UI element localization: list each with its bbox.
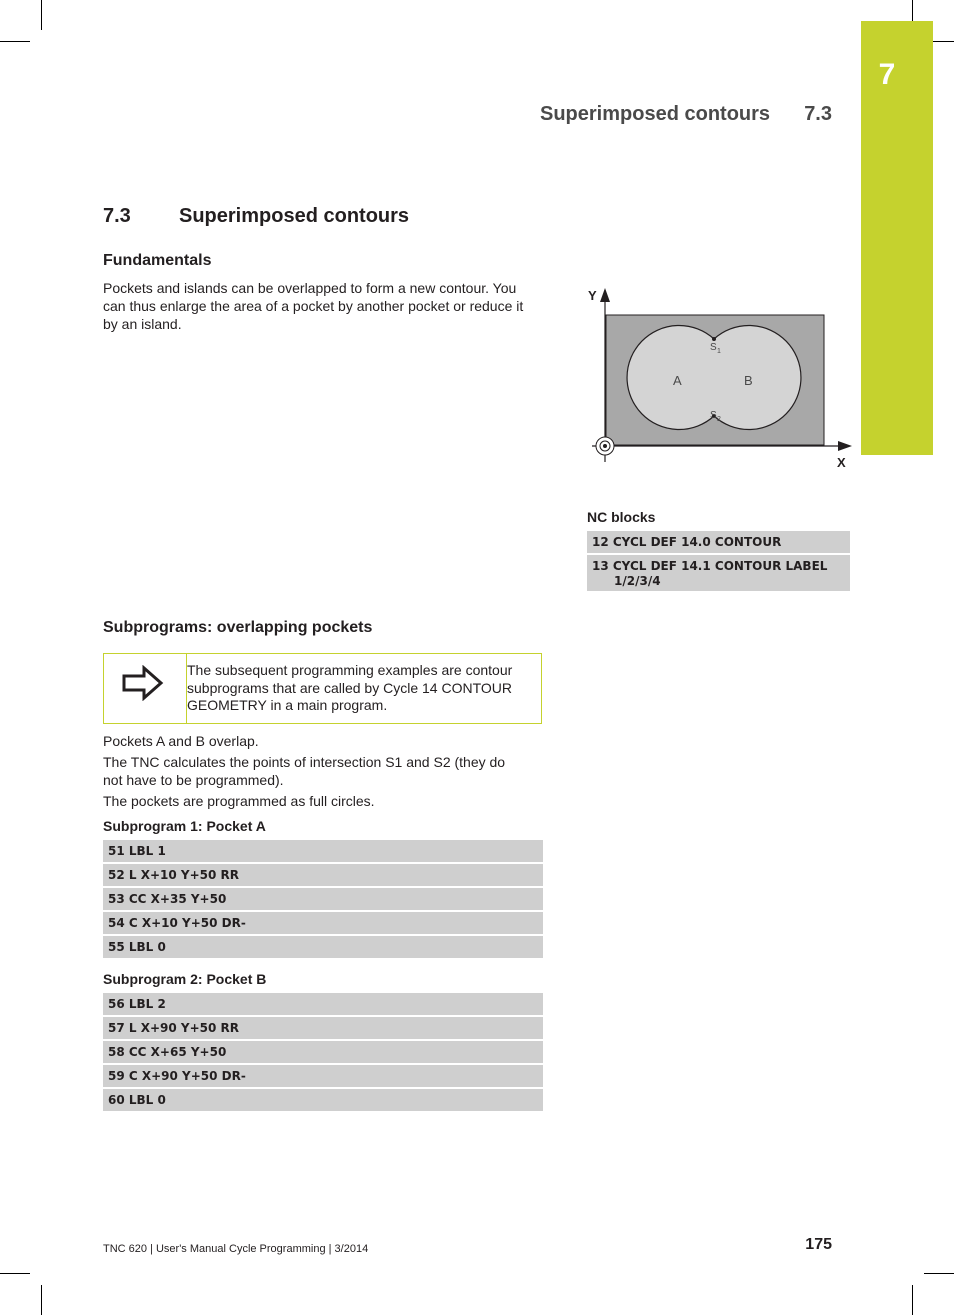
- s1-subscript: 1: [717, 348, 721, 355]
- section-title: [103, 205, 409, 228]
- code-text: 52 L X+10 Y+50 RR: [108, 868, 239, 882]
- crop-mark: [0, 1273, 30, 1274]
- fundamentals-line: Pockets and islands can be overlapped to form a new contour. You: [103, 280, 517, 296]
- nc-blocks-heading: NC blocks: [587, 509, 656, 525]
- pocket-b-heading: Subprogram 2: Pocket B: [103, 971, 267, 987]
- nc-blocks-table: [587, 531, 850, 593]
- crop-mark: [912, 1285, 913, 1315]
- fundamentals-text: [103, 279, 548, 333]
- code-text: 56 LBL 2: [108, 997, 166, 1011]
- code-text: 13 CYCL DEF 14.1 CONTOUR LABEL: [592, 559, 828, 573]
- code-row: [103, 1065, 543, 1089]
- code-text: 51 LBL 1: [108, 844, 166, 858]
- chapter-number: 7: [878, 58, 896, 91]
- code-row: [587, 555, 850, 593]
- axis-x-label: X: [837, 455, 846, 470]
- axis-y-label: Y: [588, 288, 597, 303]
- code-row: [103, 912, 543, 936]
- fundamentals-heading: Fundamentals: [103, 252, 212, 269]
- crop-mark: [41, 0, 42, 30]
- paragraph-line: not have to be programmed).: [103, 772, 284, 788]
- code-row: [103, 936, 543, 960]
- code-text: 57 L X+90 Y+50 RR: [108, 1021, 239, 1035]
- pocket-a-table: [103, 840, 543, 960]
- code-row: [103, 993, 543, 1017]
- pocket-b-table: [103, 993, 543, 1113]
- pocket-a-label: A: [673, 373, 682, 388]
- crop-mark: [924, 1273, 954, 1274]
- intersection-s1-point: [712, 337, 716, 341]
- s2-subscript: 2: [717, 416, 721, 423]
- y-axis-arrow: [600, 288, 610, 302]
- running-head-title: Superimposed contours: [540, 103, 771, 125]
- note-text: [187, 662, 537, 715]
- pocket-b-label: B: [744, 373, 753, 388]
- code-text: 12 CYCL DEF 14.0 CONTOUR: [592, 535, 782, 549]
- s1-label: S: [710, 342, 717, 353]
- paragraph-overlap: Pockets A and B overlap.: [103, 733, 259, 749]
- s2-label: S: [710, 410, 717, 421]
- note-line: GEOMETRY in a main program.: [187, 697, 388, 713]
- running-head: [540, 103, 832, 126]
- code-row: [103, 1089, 543, 1113]
- subprograms-heading: Subprograms: overlapping pockets: [103, 619, 373, 636]
- section-title-text: Superimposed contours: [179, 205, 410, 227]
- paragraph-full-circles: The pockets are programmed as full circles.: [103, 793, 375, 809]
- paragraph-line: The TNC calculates the points of intersection S1 and S2 (they do: [103, 754, 506, 770]
- code-text: 58 CC X+65 Y+50: [108, 1045, 227, 1059]
- code-text: 59 C X+90 Y+50 DR-: [108, 1069, 246, 1083]
- code-row: [103, 840, 543, 864]
- code-text: 1/2/3/4: [614, 574, 661, 588]
- pocket-a-heading: Subprogram 1: Pocket A: [103, 818, 266, 834]
- code-row: [103, 864, 543, 888]
- code-text: 60 LBL 0: [108, 1093, 166, 1107]
- code-text: 54 C X+10 Y+50 DR-: [108, 916, 246, 930]
- note-line: The subsequent programming examples are contour: [187, 662, 513, 678]
- section-number: 7.3: [103, 205, 131, 227]
- code-row: [103, 1017, 543, 1041]
- running-head-number: 7.3: [804, 103, 832, 125]
- note-line: subprograms that are called by Cycle 14 CONTOUR: [187, 679, 512, 696]
- code-row: [587, 531, 850, 555]
- code-row: [103, 1041, 543, 1065]
- x-axis-arrow: [838, 441, 852, 451]
- crop-mark: [41, 1285, 42, 1315]
- note-box: [103, 653, 542, 724]
- origin-icon-dot: [603, 444, 607, 448]
- fundamentals-line: by an island.: [103, 316, 182, 332]
- fundamentals-line: can thus enlarge the area of a pocket by another pocket or reduce it: [103, 298, 524, 314]
- footer-text: TNC 620 | User's Manual Cycle Programming | 3/2014: [103, 1243, 369, 1255]
- crop-mark: [0, 41, 30, 42]
- code-text: 53 CC X+35 Y+50: [108, 892, 227, 906]
- code-text: 55 LBL 0: [108, 940, 166, 954]
- arrow-right-icon: [122, 665, 164, 701]
- overlap-figure: [586, 280, 856, 472]
- page-number: 175: [805, 1236, 832, 1253]
- code-row: [103, 888, 543, 912]
- paragraph-intersections: [103, 753, 543, 789]
